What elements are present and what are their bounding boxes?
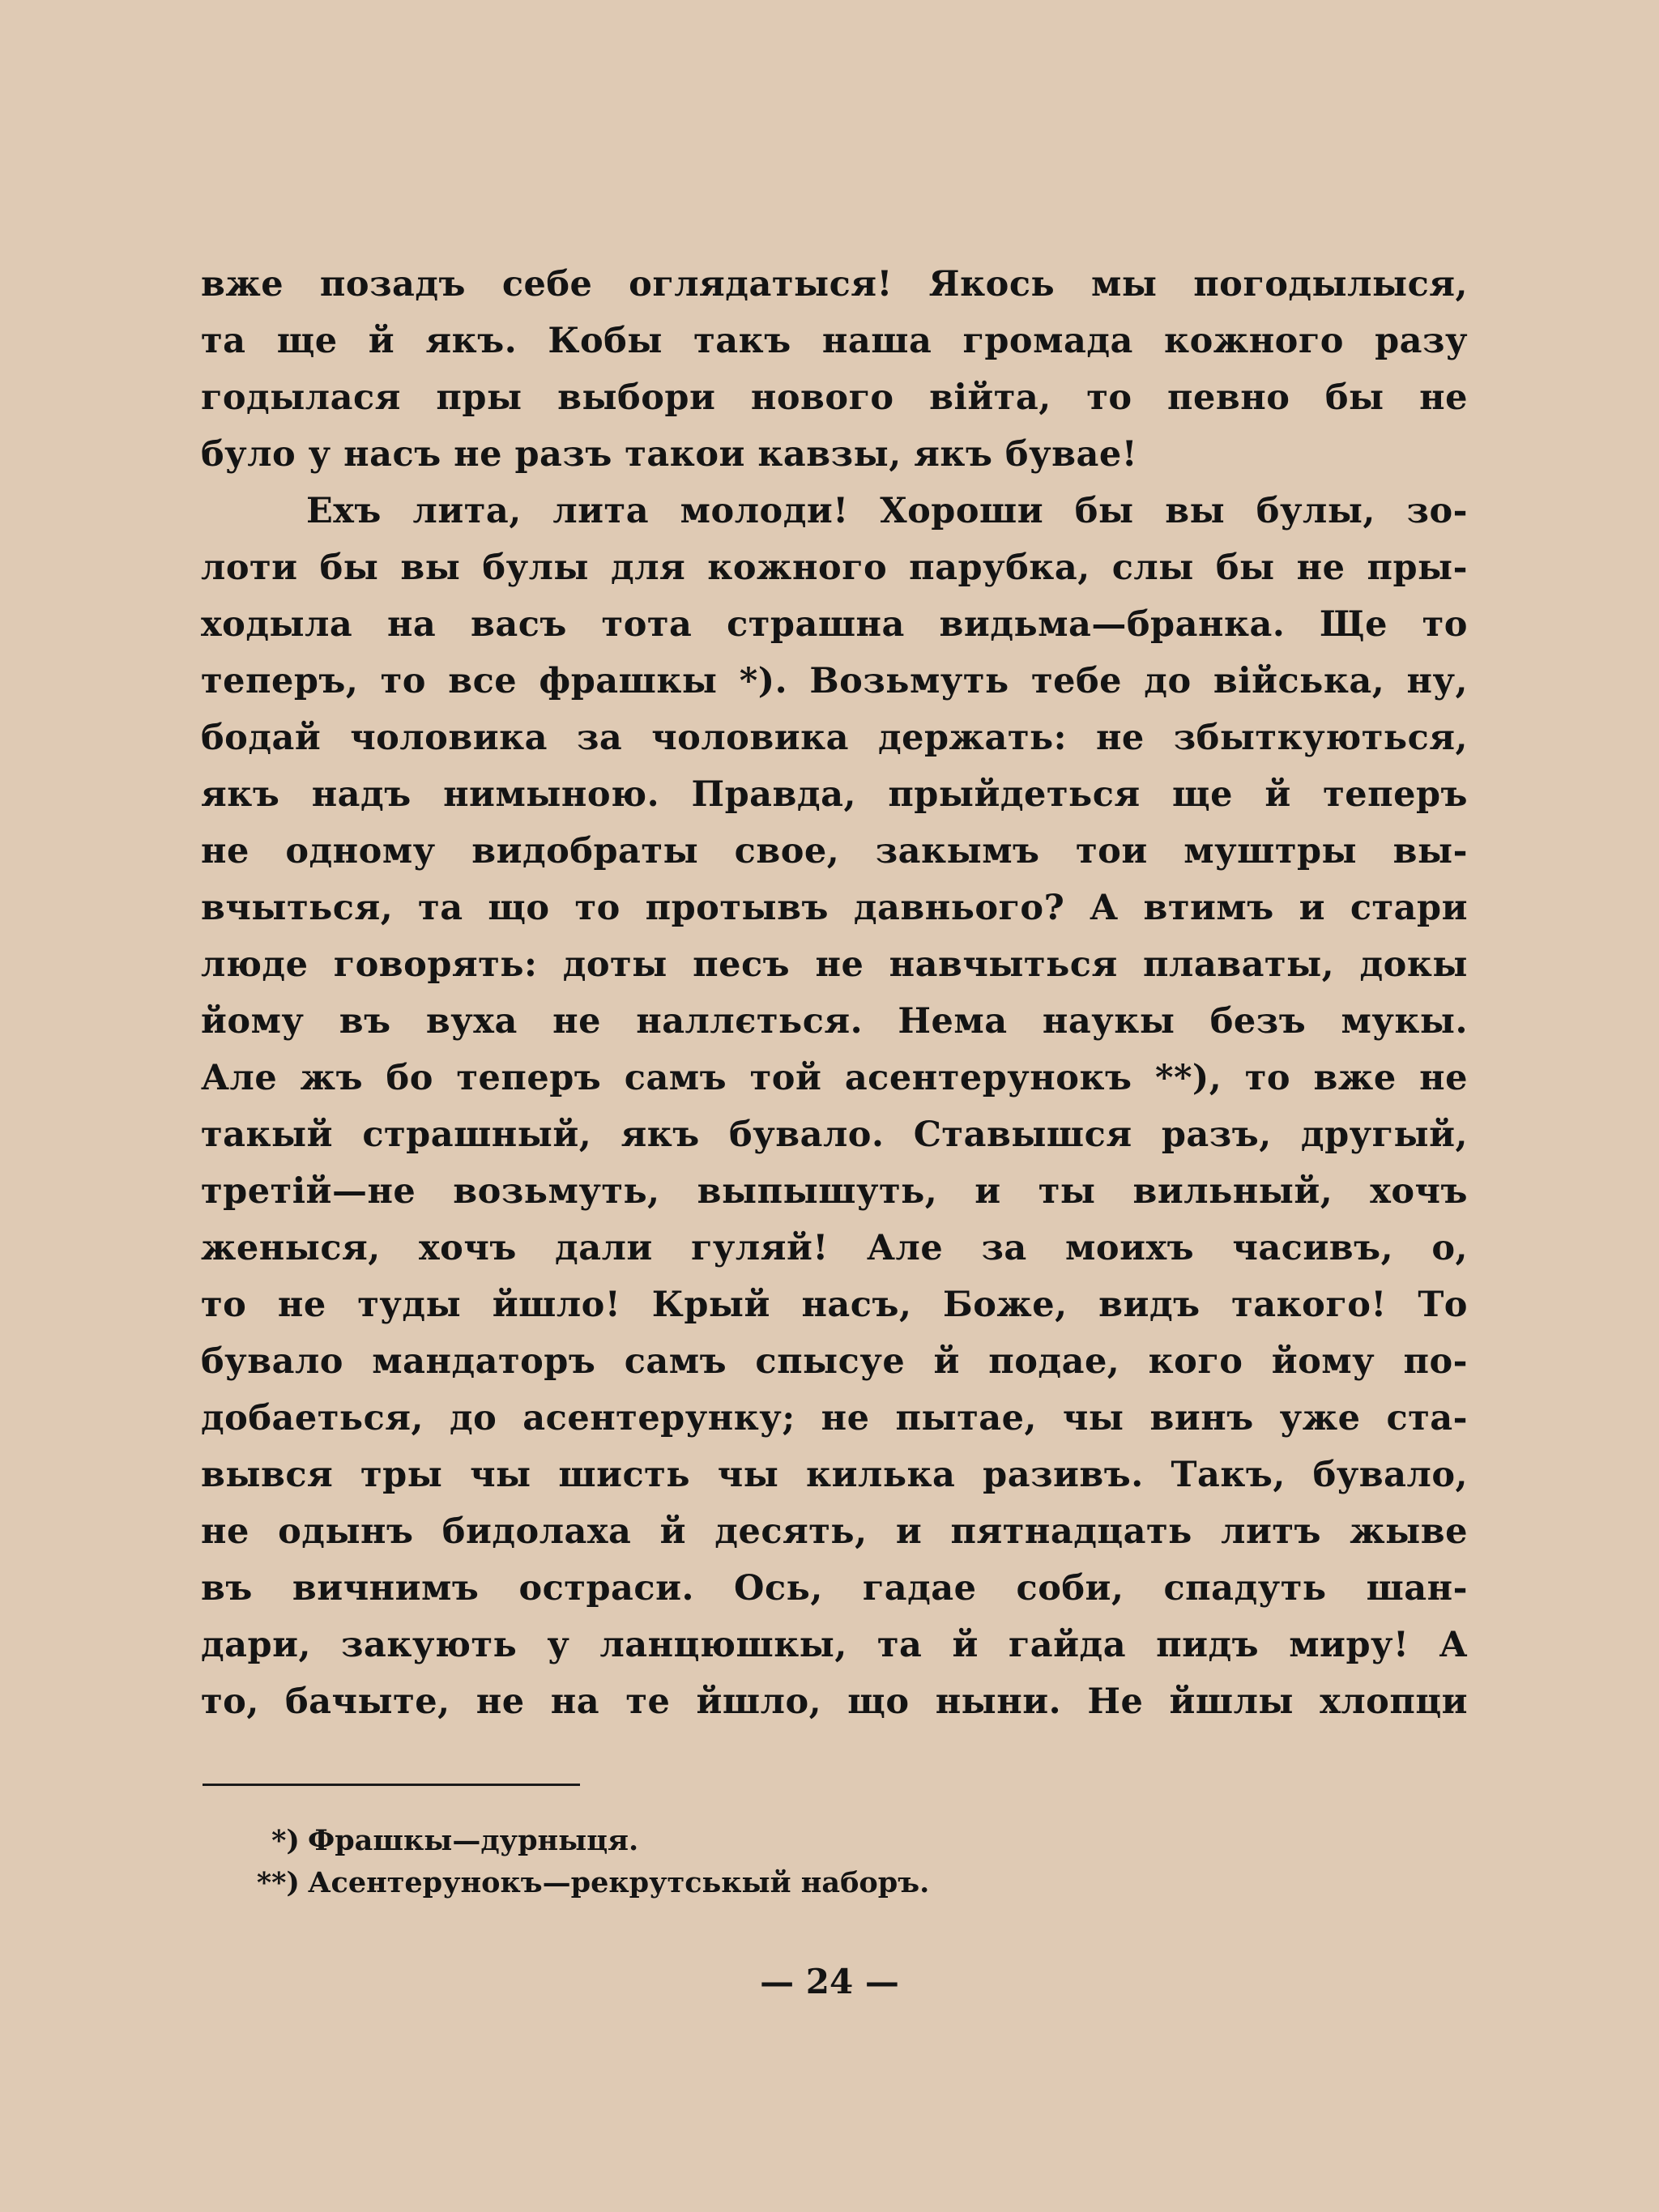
text-line: добаеться, до асентерунку; не пытае, чы винъ уже ста- bbox=[201, 1398, 1468, 1438]
text-line: теперъ, то все фрашкы *). Возьмуть тебе до війська, ну, bbox=[201, 661, 1468, 701]
text-line: вчыться, та що то протывъ давнього? А втимъ и стари bbox=[201, 888, 1468, 928]
text-line: якъ надъ нимыною. Правда, прыйдеться ще й теперъ bbox=[201, 774, 1468, 815]
text-line: ходыла на васъ тота страшна видьма—бранка. Ще то bbox=[201, 604, 1468, 645]
text-line: Але жъ бо теперъ самъ той асентерунокъ **), то вже не bbox=[201, 1058, 1468, 1098]
footnote-text: Фрашкы—дурныця. bbox=[308, 1824, 639, 1857]
footnote-mark: *) bbox=[271, 1824, 300, 1857]
footnote-2 bbox=[243, 1862, 1296, 1904]
text-line: третій—не возьмуть, выпышуть, и ты вильный, хочъ bbox=[201, 1171, 1468, 1212]
text-line: не одынъ бидолаха й десять, и пятнадцать литъ жыве bbox=[201, 1511, 1468, 1552]
text-line: не одному видобраты свое, закымъ тои муштры вы- bbox=[201, 831, 1468, 872]
text-line: то, бачыте, не на те йшло, що ныни. Не йшлы хлопци bbox=[201, 1681, 1468, 1722]
text-line: вывся тры чы шисть чы килька разивъ. Такъ, бувало, bbox=[201, 1455, 1468, 1495]
footnote-text: Асентерунокъ—рекрутськый наборъ. bbox=[308, 1866, 930, 1899]
page-number: — 24 — bbox=[760, 1962, 899, 2001]
footnote-mark: **) bbox=[256, 1866, 300, 1899]
footnote-1 bbox=[243, 1820, 1296, 1862]
text-line: то не туды йшло! Крый насъ, Боже, видъ такого! То bbox=[201, 1285, 1468, 1325]
body-text bbox=[201, 256, 1468, 1730]
text-line: та ще й якъ. Кобы такъ наша громада кожного разу bbox=[201, 321, 1468, 361]
footnote-separator bbox=[203, 1784, 580, 1786]
text-line: люде говорять: доты песъ не навчыться плаваты, докы bbox=[201, 944, 1468, 985]
text-line: дари, закують у ланцюшкы, та й гайда пидъ миру! А bbox=[201, 1625, 1468, 1665]
text-line: йому въ вуха не наллється. Нема наукы безъ мукы. bbox=[201, 1001, 1468, 1042]
text-line: вже позадъ себе оглядатыся! Якось мы погодылыся, bbox=[201, 264, 1468, 305]
text-line: було у насъ не разъ такои кавзы, якъ бувае! bbox=[201, 434, 1138, 475]
footnotes bbox=[243, 1820, 1296, 1904]
text-line: бувало мандаторъ самъ спысуе й подае, кого йому по- bbox=[201, 1341, 1468, 1382]
text-line: бодай чоловика за чоловика держать: не збыткуються, bbox=[201, 718, 1468, 758]
text-line: въ вичнимъ остраси. Ось, гадае соби, спадуть шан- bbox=[201, 1568, 1468, 1609]
text-line: женыся, хочъ дали гуляй! Але за моихъ часивъ, о, bbox=[201, 1228, 1468, 1268]
text-line: Ехъ лита, лита молоди! Хороши бы вы булы, зо- bbox=[306, 491, 1468, 531]
text-line: годылася пры выбори нового війта, то певно бы не bbox=[201, 377, 1468, 418]
text-line: лоти бы вы булы для кожного парубка, слы бы не пры- bbox=[201, 548, 1468, 588]
text-line: такый страшный, якъ бувало. Ставышся разъ, другый, bbox=[201, 1115, 1468, 1155]
